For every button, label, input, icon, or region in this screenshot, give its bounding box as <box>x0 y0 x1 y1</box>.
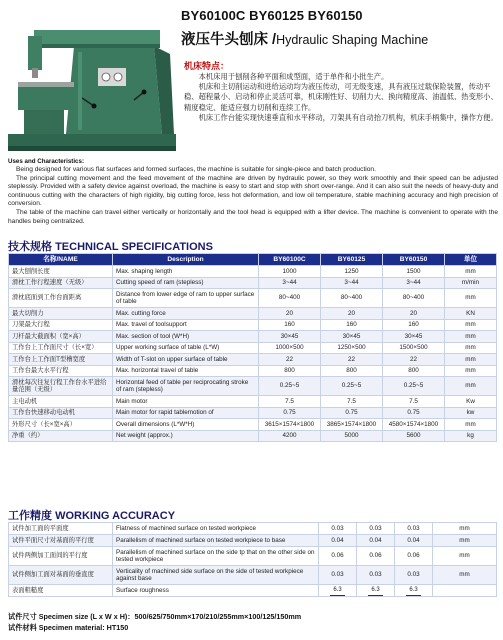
col-header-name: 名称/NAME <box>9 254 113 266</box>
spec-description: Max. travel of toolsupport <box>113 319 259 331</box>
spec-value-by60150: 30×45 <box>383 331 445 343</box>
spec-name-cn: 工作台上工作面T型槽宽度 <box>9 354 113 366</box>
spec-name-cn: 最大切削力 <box>9 308 113 320</box>
spec-description: Max. horizontal travel of table <box>113 365 259 377</box>
spec-description: Horizontal feed of table per reciprocating stroke of ram (stepless) <box>113 377 259 396</box>
product-title-cn: 液压牛头刨床 / <box>181 32 277 48</box>
accuracy-row <box>9 566 497 585</box>
spec-value-by60125: 1250 <box>321 266 383 278</box>
feature-paragraph: 机床和主切削运动和进给运动均为液压传动，可无级变速，具有液压过载保险装置，传动平稳、超程量小、启动和停止灵活可靠，机床刚性好、切削力大、换向精度高、油温低、热变形小、精度稳定、能适应强力切削和连续工作。 <box>184 82 498 112</box>
spec-unit: mm <box>445 266 497 278</box>
uses-text <box>8 166 498 226</box>
spec-value-by60150: 80~400 <box>383 289 445 308</box>
spec-value-by60100c: 80~400 <box>259 289 321 308</box>
spec-description: Upper working surface of table (L*W) <box>113 342 259 354</box>
accuracy-title-cn: 工作精度 <box>8 510 52 522</box>
accuracy-name-cn: 试件加工面的平面度 <box>9 523 113 535</box>
col-header-description: Description <box>113 254 259 266</box>
spec-value-by60125: 160 <box>321 319 383 331</box>
spec-unit: mm <box>445 342 497 354</box>
spec-row <box>9 396 497 408</box>
accuracy-name-cn: 试件侧加工面对基面的垂直度 <box>9 566 113 585</box>
spec-description: Max. section of tool (W*H) <box>113 331 259 343</box>
accuracy-name-cn: 试件两侧加工面间的平行度 <box>9 547 113 566</box>
col-header-by60150: BY60150 <box>383 254 445 266</box>
spec-unit: mm <box>445 289 497 308</box>
spec-name-cn: 滑枕底面到工作台面距离 <box>9 289 113 308</box>
spec-row <box>9 430 497 442</box>
accuracy-description: Parallelism of machined surface on the side tp that on the other side on tested workpiece <box>113 547 319 566</box>
spec-value-by60150: 5600 <box>383 430 445 442</box>
spec-unit: Kw <box>445 396 497 408</box>
spec-value-by60125: 0.25~5 <box>321 377 383 396</box>
spec-header-row <box>9 254 497 266</box>
spec-value-by60150: 22 <box>383 354 445 366</box>
spec-name-cn: 滑枕工作行程速度（无级） <box>9 277 113 289</box>
spec-value-by60125: 1250×500 <box>321 342 383 354</box>
col-header-by60100c: BY60100C <box>259 254 321 266</box>
features-heading: 机床特点： <box>184 61 230 71</box>
accuracy-value-by60100c: 0.06 <box>319 547 357 566</box>
accuracy-description: Parallelism of machined surface on tested workpiece to base <box>113 535 319 547</box>
feature-paragraph: 本机床用于刨削各种平面和成型面，适于单件和小批生产。 <box>198 72 389 81</box>
spec-unit: mm <box>445 319 497 331</box>
uses-paragraph: The principal cutting movement and the feed movement of the machine are driven by hydraulic power, so they work smoothly and their speed can be adjusted steplessly. Provided with a safety device against overload, the machine is easy to start and stop with short over-range. And it can also suit the needs of heavy-duty and continuous cutting with the characters of high rigidity, big cutting force, less hot deformation, and low oil temperature, stable machining accuracy and high precision of conversion. <box>8 174 498 208</box>
spec-name-cn: 滑枕每次往复行程工作台水平进给量范围（无级） <box>9 377 113 396</box>
spec-value-by60150: 20 <box>383 308 445 320</box>
feature-paragraph: 机床工作台能实现快速垂直和水平移动，刀架具有自动抬刀机构，机床手柄集中，操作方便。 <box>198 112 498 122</box>
spec-title-cn: 技术规格 <box>8 241 52 253</box>
spec-value-by60150: 7.5 <box>383 396 445 408</box>
spec-row <box>9 377 497 396</box>
spec-value-by60125: 0.75 <box>321 407 383 419</box>
accuracy-value-by60150 <box>395 585 433 597</box>
accuracy-name-cn: 表面粗糙度 <box>9 585 113 597</box>
spec-row <box>9 407 497 419</box>
spec-description: Cutting speed of ram (stepless) <box>113 277 259 289</box>
accuracy-description: Flatness of machined surface on tested workpiece <box>113 523 319 535</box>
spec-value-by60150: 1500 <box>383 266 445 278</box>
roughness-symbol: 6.3 <box>371 587 380 594</box>
roughness-symbol: 6.3 <box>333 587 342 594</box>
spec-value-by60125: 20 <box>321 308 383 320</box>
spec-description: Distance from lower edge of ram to upper surface of table <box>113 289 259 308</box>
col-header-unit: 单位 <box>445 254 497 266</box>
spec-value-by60100c: 22 <box>259 354 321 366</box>
spec-value-by60125: 80~400 <box>321 289 383 308</box>
spec-name-cn: 净重（约） <box>9 430 113 442</box>
model-numbers: BY60100C BY60125 BY60150 <box>181 8 363 23</box>
accuracy-value-by60125: 0.03 <box>357 523 395 535</box>
accuracy-description: Verticality of machined side surface on the side of tested workpiece against base <box>113 566 319 585</box>
spec-value-by60100c: 800 <box>259 365 321 377</box>
spec-unit: kg <box>445 430 497 442</box>
uses-paragraph: Being designed for various flat surfaces and formed surfaces, the machine is suitable for single-piece and batch production. <box>16 166 376 173</box>
product-title <box>181 28 428 49</box>
spec-description: Overall dimensions (L*W*H) <box>113 419 259 431</box>
spec-row <box>9 365 497 377</box>
spec-value-by60100c: 160 <box>259 319 321 331</box>
spec-row <box>9 266 497 278</box>
spec-row <box>9 342 497 354</box>
accuracy-value-by60125: 0.03 <box>357 566 395 585</box>
spec-value-by60125: 7.5 <box>321 396 383 408</box>
spec-name-cn: 工作台上工作面尺寸（长×宽） <box>9 342 113 354</box>
spec-value-by60125: 30×45 <box>321 331 383 343</box>
spec-description: Net weight (approx.) <box>113 430 259 442</box>
accuracy-section-title <box>8 507 175 523</box>
spec-value-by60150: 800 <box>383 365 445 377</box>
spec-value-by60150: 4580×1574×1800 <box>383 419 445 431</box>
spec-unit: mm <box>445 377 497 396</box>
spec-unit: kw <box>445 407 497 419</box>
accuracy-row <box>9 585 497 597</box>
spec-value-by60100c: 20 <box>259 308 321 320</box>
spec-table <box>8 253 497 442</box>
accuracy-unit: mm <box>433 566 497 585</box>
product-title-en: Hydraulic Shaping Machine <box>276 33 429 47</box>
spec-value-by60150: 1500×500 <box>383 342 445 354</box>
accuracy-value-by60150: 0.03 <box>395 523 433 535</box>
spec-unit: KN <box>445 308 497 320</box>
specimen-size: 试件尺寸 Specimen size (L x W x H)：500/625/750mm×170/210/255mm×100/125/150mm <box>8 612 302 621</box>
spec-name-cn: 工作台快速移动电动机 <box>9 407 113 419</box>
spec-value-by60125: 5000 <box>321 430 383 442</box>
accuracy-value-by60150: 0.03 <box>395 566 433 585</box>
spec-value-by60100c: 3~44 <box>259 277 321 289</box>
spec-unit: mm <box>445 354 497 366</box>
accuracy-unit: mm <box>433 523 497 535</box>
spec-row <box>9 419 497 431</box>
spec-row <box>9 354 497 366</box>
spec-value-by60125: 22 <box>321 354 383 366</box>
spec-row <box>9 319 497 331</box>
spec-value-by60150: 3~44 <box>383 277 445 289</box>
spec-name-cn: 外形尺寸（长×宽×高） <box>9 419 113 431</box>
spec-value-by60150: 0.75 <box>383 407 445 419</box>
accuracy-description: Surface roughness <box>113 585 319 597</box>
spec-name-cn: 最大刨削长度 <box>9 266 113 278</box>
accuracy-table <box>8 522 497 597</box>
accuracy-unit: mm <box>433 547 497 566</box>
spec-value-by60125: 3~44 <box>321 277 383 289</box>
spec-value-by60100c: 4200 <box>259 430 321 442</box>
roughness-symbol: 6.3 <box>409 587 418 594</box>
spec-description: Main motor for rapid tablemotion of <box>113 407 259 419</box>
spec-name-cn: 刀杆最大截面积（宽×高） <box>9 331 113 343</box>
accuracy-value-by60150: 0.06 <box>395 547 433 566</box>
spec-value-by60100c: 7.5 <box>259 396 321 408</box>
accuracy-title-en: WORKING ACCURACY <box>55 510 176 522</box>
machine-image <box>4 6 180 156</box>
spec-title-en: TECHNICAL SPECIFICATIONS <box>55 241 213 253</box>
spec-unit: m/min <box>445 277 497 289</box>
spec-value-by60100c: 1000 <box>259 266 321 278</box>
spec-value-by60100c: 30×45 <box>259 331 321 343</box>
accuracy-row <box>9 547 497 566</box>
accuracy-row <box>9 523 497 535</box>
uses-paragraph: The table of the machine can travel either vertically or horizontally and the tool head is equipped with a lifter device. The machine is convenient to operate with the handles being centralized. <box>8 208 498 225</box>
accuracy-value-by60125: 0.04 <box>357 535 395 547</box>
uses-heading: Uses and Characteristics: <box>8 158 85 165</box>
accuracy-row <box>9 535 497 547</box>
spec-unit: mm <box>445 331 497 343</box>
spec-value-by60150: 160 <box>383 319 445 331</box>
accuracy-value-by60100c: 0.03 <box>319 523 357 535</box>
spec-row <box>9 277 497 289</box>
accuracy-value-by60100c: 0.04 <box>319 535 357 547</box>
accuracy-value-by60125: 0.06 <box>357 547 395 566</box>
spec-row <box>9 331 497 343</box>
accuracy-value-by60150: 0.04 <box>395 535 433 547</box>
spec-value-by60125: 3865×1574×1800 <box>321 419 383 431</box>
spec-description: Max. shaping length <box>113 266 259 278</box>
col-header-by60125: BY60125 <box>321 254 383 266</box>
spec-description: Max. cutting force <box>113 308 259 320</box>
spec-value-by60125: 800 <box>321 365 383 377</box>
spec-value-by60100c: 0.75 <box>259 407 321 419</box>
spec-description: Width of T-slot on upper surface of table <box>113 354 259 366</box>
spec-value-by60100c: 3615×1574×1800 <box>259 419 321 431</box>
features-text <box>184 72 499 123</box>
spec-value-by60100c: 0.25~5 <box>259 377 321 396</box>
accuracy-unit: mm <box>433 535 497 547</box>
spec-name-cn: 主电动机 <box>9 396 113 408</box>
spec-value-by60150: 0.25~5 <box>383 377 445 396</box>
spec-description: Main motor <box>113 396 259 408</box>
spec-unit: mm <box>445 419 497 431</box>
accuracy-unit <box>433 585 497 597</box>
accuracy-value-by60100c: 0.03 <box>319 566 357 585</box>
spec-name-cn: 工作台最大水平行程 <box>9 365 113 377</box>
spec-section-title <box>8 238 213 254</box>
accuracy-value-by60125 <box>357 585 395 597</box>
spec-row <box>9 308 497 320</box>
spec-name-cn: 刀架最大行程 <box>9 319 113 331</box>
accuracy-value-by60100c <box>319 585 357 597</box>
specimen-material: 试件材料 Specimen material: HT150 <box>8 623 129 632</box>
spec-row <box>9 289 497 308</box>
spec-value-by60100c: 1000×500 <box>259 342 321 354</box>
spec-unit: mm <box>445 365 497 377</box>
accuracy-name-cn: 试件平面尺寸对基面的平行度 <box>9 535 113 547</box>
